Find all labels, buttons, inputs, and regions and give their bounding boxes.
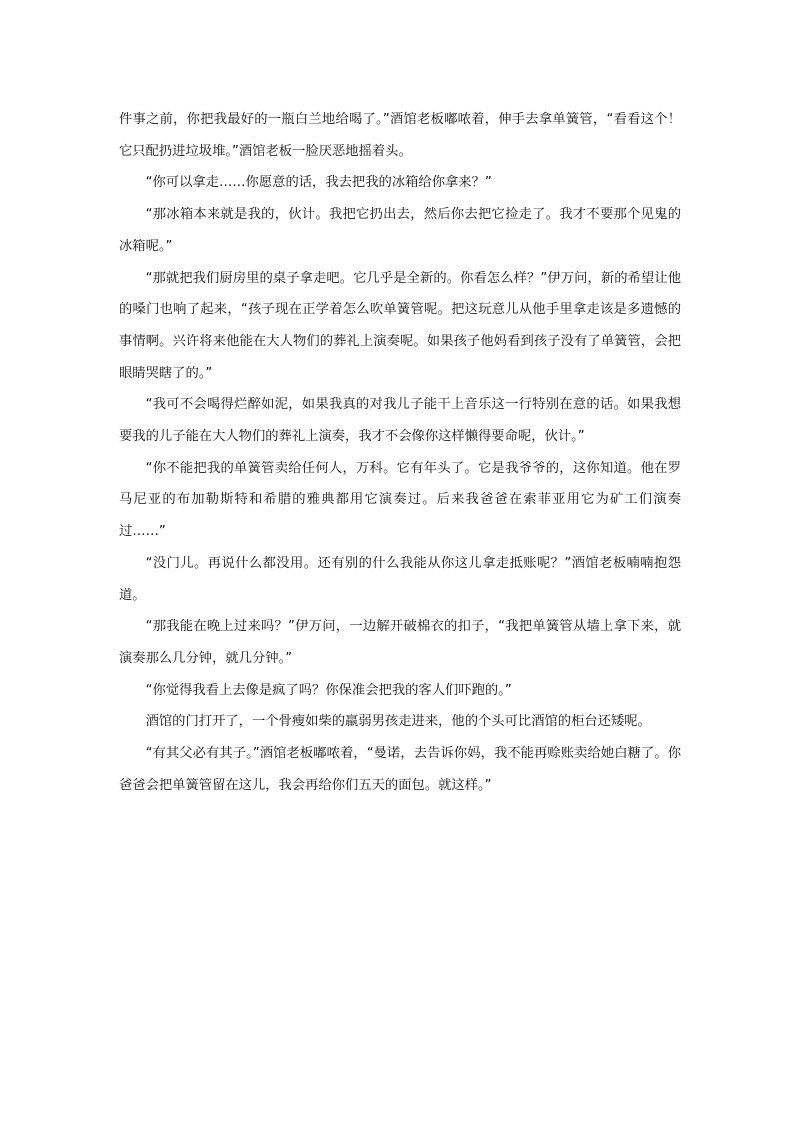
- paragraph: “你觉得我看上去像是疯了吗？你保准会把我的客人们吓跑的。”: [145, 682, 512, 698]
- paragraph: “那冰箱本来就是我的，伙计。我把它扔出去，然后你去把它捡走了。我才不要那个见鬼的冰箱呢。”: [119, 207, 681, 254]
- document-body: [119, 104, 681, 801]
- paragraph-continuation: 件事之前，你把我最好的一瓶白兰地给喝了。”酒馆老板嘟哝着，伸手去拿单簧管，“看看这个！它只配扔进垃圾堆。”酒馆老板一脸厌恶地摇着头。: [119, 112, 681, 159]
- paragraph: “没门儿。再说什么都没用。还有别的什么我能从你这儿拿走抵账呢？”酒馆老板喃喃抱怨道。: [119, 555, 681, 603]
- paragraph: 酒馆的门打开了，一个骨瘦如柴的羸弱男孩走进来，他的个头可比酒馆的柜台还矮呢。: [145, 714, 651, 730]
- paragraph: “有其父必有其子。”酒馆老板嘟哝着，“曼诺，去告诉你妈，我不能再赊账卖给她白糖了。你爸爸会把单簧管留在这儿，我会再给你们五天的面包。就这样。”: [119, 746, 681, 793]
- paragraph: “那我能在晚上过来吗？”伊万问，一边解开破棉衣的扣子，“我把单簧管从墙上拿下来，就演奏那么几分钟，就几分钟。”: [119, 619, 681, 666]
- paragraph: “那就把我们厨房里的桌子拿走吧。它几乎是全新的。你看怎么样？”伊万问，新的希望让他的嗓门也响了起来，“孩子现在正学着怎么吹单簧管呢。把这玩意儿从他手里拿走该是多遗憾的事情啊。兴许将来他能在大人物们的葬礼上演奏呢。如果孩子他妈看到孩子没有了单簧管，会把眼睛哭瞎了的。”: [119, 270, 681, 381]
- paragraph: “你可以拿走……你愿意的话，我去把我的冰箱给你拿来？”: [145, 175, 492, 191]
- paragraph: “我可不会喝得烂醉如泥，如果我真的对我儿子能干上音乐这一行特别在意的话。如果我想要我的儿子能在大人物们的葬礼上演奏，我才不会像你这样懒得要命呢，伙计。”: [119, 397, 681, 445]
- paragraph: “你不能把我的单簧管卖给任何人，万科。它有年头了。它是我爷爷的，这你知道。他在罗马尼亚的布加勒斯特和希腊的雅典都用它演奏过。后来我爸爸在索菲亚用它为矿工们演奏过……”: [119, 460, 681, 540]
